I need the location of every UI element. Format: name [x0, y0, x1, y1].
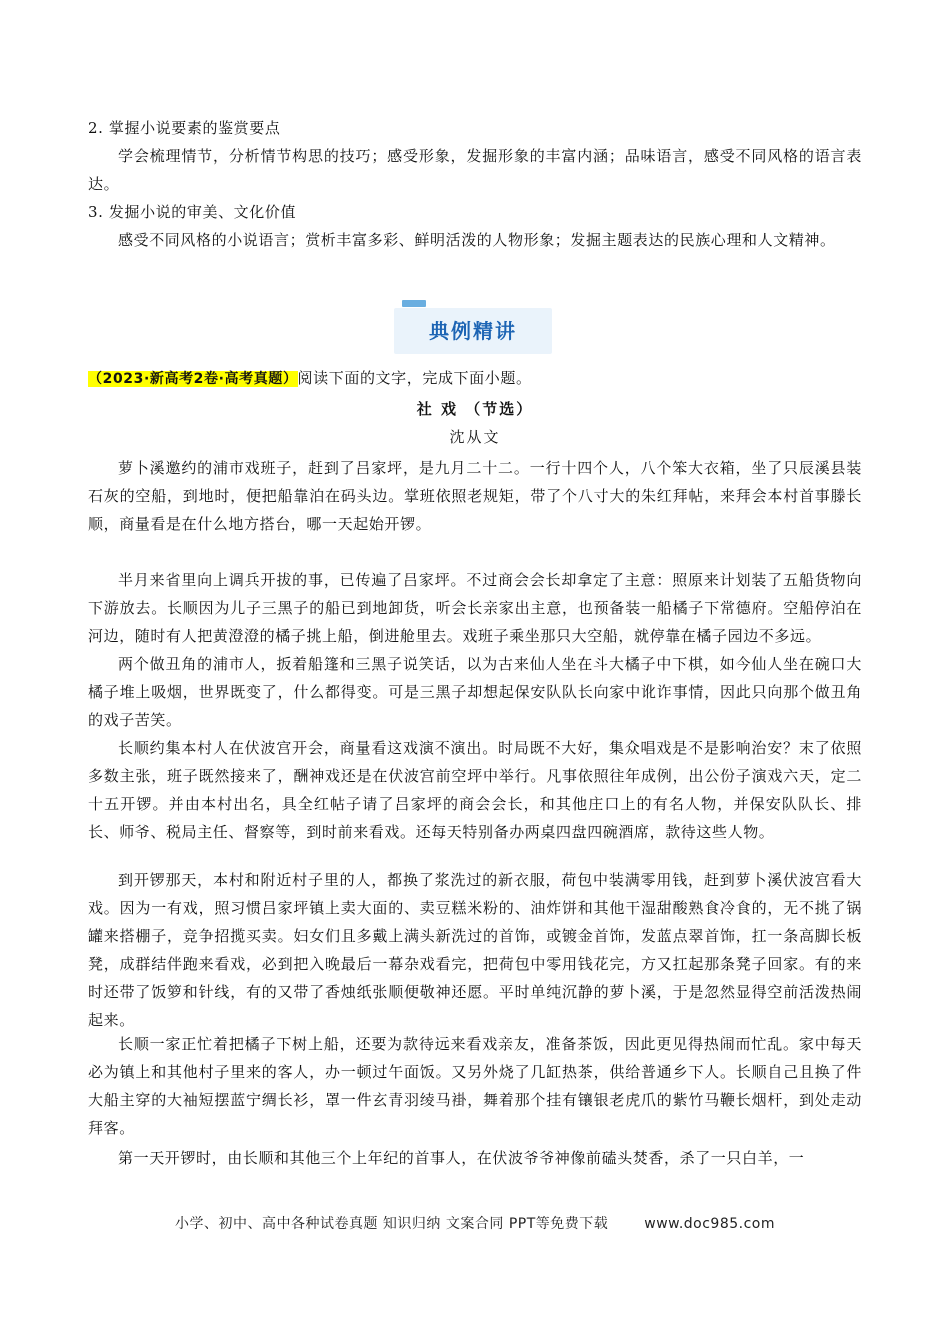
question-instruction: 阅读下面的文字，完成下面小题。	[297, 369, 532, 387]
banner-title: 典例精讲	[429, 319, 517, 343]
footer-url[interactable]: www.doc985.com	[644, 1216, 776, 1232]
section-item-3-body: 感受不同风格的小说语言；赏析丰富多彩、鲜明活泼的人物形象；发掘主题表达的民族心理和人文精神。	[118, 231, 836, 249]
exam-source-tag: （2023·新高考2卷·高考真题）	[88, 371, 298, 387]
section-item-2-title: 2. 掌握小说要素的鉴赏要点	[88, 119, 281, 137]
banner-tab-decoration	[402, 300, 426, 307]
article-paragraph-5: 到开锣那天，本村和附近村子里的人，都换了浆洗过的新衣服，荷包中装满零用钱，赶到萝卜溪伏波宫看大戏。因为一有戏，照习惯吕家坪镇上卖大面的、卖豆糕米粉的、油炸饼和其他干湿甜酸熟食冷食的，无不挑了锅罐来搭棚子，竞争招揽买卖。妇女们且多戴上满头新洗过的首饰，或镀金首饰，发蓝点翠首饰，扛一条高脚长板凳，成群结伴跑来看戏，必到把入晚最后一幕杂戏看完，把荷包中零用钱花完，方又扛起那条凳子回家。有的来时还带了饭箩和针线，有的又带了香烛纸张顺便敬神还愿。平时单纯沉静的萝卜溪，于是忽然显得空前活泼热闹起来。	[88, 871, 862, 1029]
article-paragraph-7: 第一天开锣时，由长顺和其他三个上年纪的首事人，在伏波爷爷神像前磕头焚香，杀了一只白羊，一	[118, 1149, 805, 1167]
article-author: 沈从文	[449, 428, 501, 446]
article-paragraph-2: 半月来省里向上调兵开拔的事，已传遍了吕家坪。不过商会会长却拿定了主意：照原来计划装了五船货物向下游放去。长顺因为儿子三黑子的船已到地卸货，听会长亲家出主意，也预备装一船橘子下常德府。空船停泊在河边，随时有人把黄澄澄的橘子挑上船，倒进舱里去。戏班子乘坐那只大空船，就停靠在橘子园边不多远。	[88, 571, 862, 645]
section-item-3-title: 3. 发掘小说的审美、文化价值	[88, 203, 297, 221]
article-paragraph-1: 萝卜溪邀约的浦市戏班子，赶到了吕家坪，是九月二十二。一行十四个人，八个笨大衣箱，坐了只辰溪县装石灰的空船，到地时，便把船靠泊在码头边。掌班依照老规矩，带了个八寸大的朱红拜帖，来拜会本村首事滕长顺，商量看是在什么地方搭台，哪一天起始开锣。	[88, 459, 862, 533]
article-title: 社 戏 （节选）	[416, 400, 534, 418]
article-paragraph-3: 两个做丑角的浦市人，扳着船篷和三黑子说笑话，以为古来仙人坐在斗大橘子中下棋，如今仙人坐在碗口大橘子堆上吸烟，世界既变了，什么都得变。可是三黑子却想起保安队队长向家中讹诈事情，因此只向那个做丑角的戏子苦笑。	[88, 655, 862, 729]
page-footer	[0, 1213, 950, 1233]
article-paragraph-6: 长顺一家正忙着把橘子下树上船，还要为款待远来看戏亲友，准备茶饭，因此更见得热闹而忙乱。家中每天必为镇上和其他村子里来的客人，办一顿过午面饭。又另外烧了几缸热茶，供给普通乡下人。长顺自己且换了件大船主穿的大袖短摆蓝宁绸长衫，罩一件玄青羽绫马褂，舞着那个挂有镶银老虎爪的紫竹马鞭长烟杆，到处走动拜客。	[88, 1035, 862, 1137]
question-source-line	[88, 366, 532, 391]
article-paragraph-4: 长顺约集本村人在伏波宫开会，商量看这戏演不演出。时局既不大好，集众唱戏是不是影响治安？末了依照多数主张，班子既然接来了，酬神戏还是在伏波宫前空坪中举行。凡事依照往年成例，出公份子演戏六天，定二十五开锣。并由本村出名，具全红帖子请了吕家坪的商会会长，和其他庄口上的有名人物，并保安队队长、排长、师爷、税局主任、督察等，到时前来看戏。还每天特别备办两桌四盘四碗酒席，款待这些人物。	[88, 739, 862, 841]
section-item-2-body: 学会梳理情节，分析情节构思的技巧；感受形象，发掘形象的丰富内涵；品味语言，感受不同风格的语言表达。	[88, 147, 862, 193]
footer-text: 小学、初中、高中各种试卷真题 知识归纳 文案合同 PPT等免费下载	[174, 1216, 609, 1232]
